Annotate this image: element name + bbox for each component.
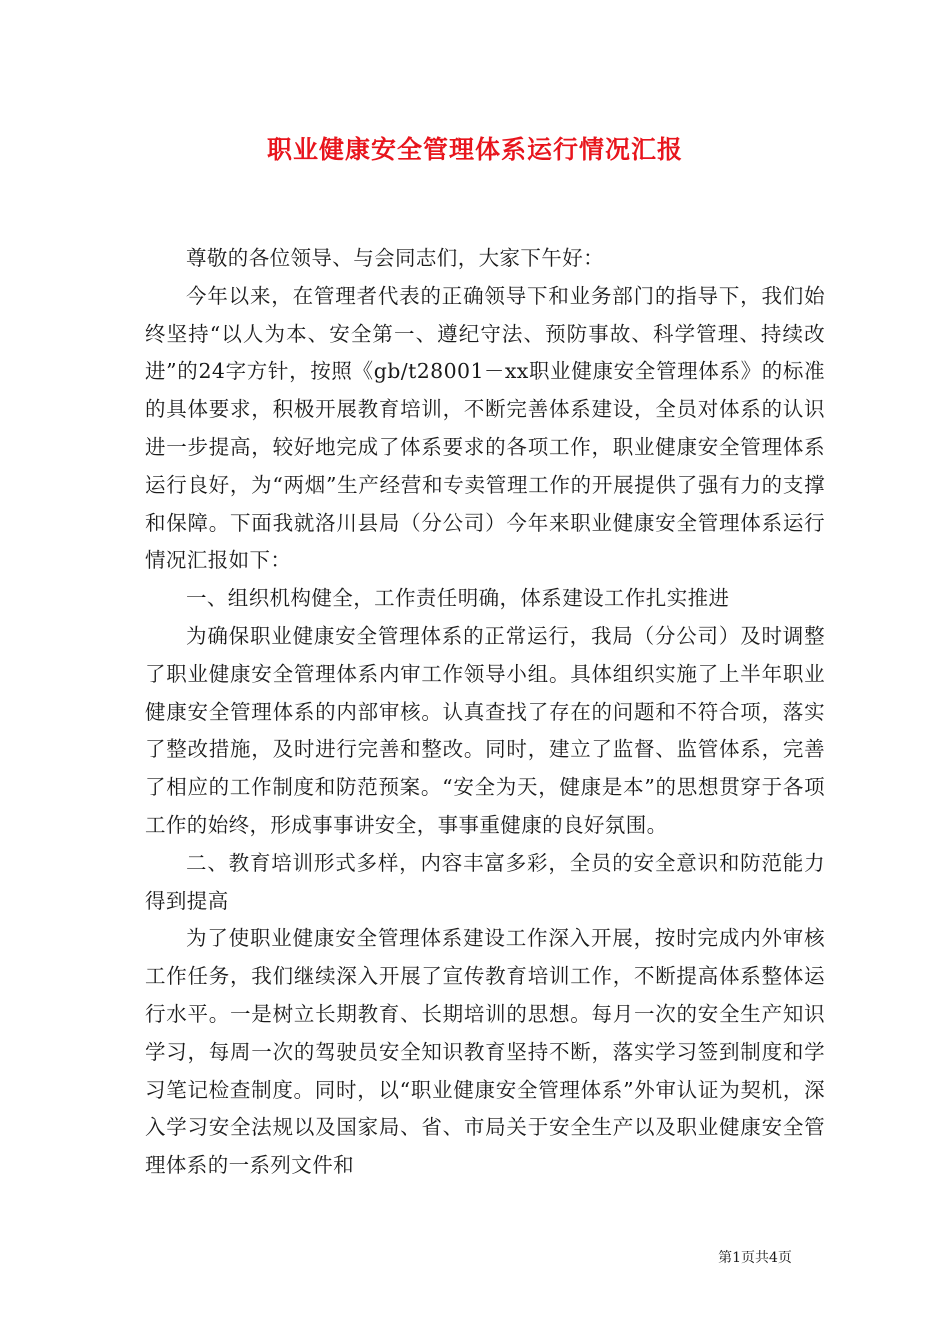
page-footer: [0, 1248, 950, 1268]
intro-paragraph: 今年以来，在管理者代表的正确领导下和业务部门的指导下，我们始终坚持“以人为本、安全第一、遵纪守法、预防事故、科学管理、持续改进”的24字方针，按照《gb/t28001－xx职业健康安全管理体系》的标准的具体要求，积极开展教育培训，不断完善体系建设，全员对体系的认识进一步提高，较好地完成了体系要求的各项工作，职业健康安全管理体系运行良好，为“两烟”生产经营和专卖管理工作的开展提供了强有力的支撑和保障。下面我就洛川县局（分公司）今年来职业健康安全管理体系运行情况汇报如下：: [145, 283, 825, 573]
greeting-paragraph: 尊敬的各位领导、与会同志们，大家下午好：: [186, 246, 604, 270]
document-title: 职业健康安全管理体系运行情况汇报: [266, 135, 683, 164]
page-number: 第1页共4页: [718, 1250, 792, 1266]
section-heading-2: 二、教育培训形式多样，内容丰富多彩，全员的安全意识和防范能力得到提高: [145, 850, 825, 913]
section-1-paragraph: 为确保职业健康安全管理体系的正常运行，我局（分公司）及时调整了职业健康安全管理体系内审工作领导小组。具体组织实施了上半年职业健康安全管理体系的内部审核。认真查找了存在的问题和不符合项，落实了整改措施，及时进行完善和整改。同时，建立了监督、监管体系，完善了相应的工作制度和防范预案。“安全为天，健康是本”的思想贯穿于各项工作的始终，形成事事讲安全，事事重健康的良好氛围。: [145, 623, 825, 837]
section-2-paragraph: 为了使职业健康安全管理体系建设工作深入开展，按时完成内外审核工作任务，我们继续深入开展了宣传教育培训工作，不断提高体系整体运行水平。一是树立长期教育、长期培训的思想。每月一次的安全生产知识学习，每周一次的驾驶员安全知识教育坚持不断，落实学习签到制度和学习笔记检查制度。同时，以“职业健康安全管理体系”外审认证为契机，深入学习安全法规以及国家局、省、市局关于安全生产以及职业健康安全管理体系的一系列文件和: [145, 926, 825, 1178]
document-body: [145, 240, 825, 1185]
section-heading-1: 一、组织机构健全，工作责任明确，体系建设工作扎实推进: [186, 586, 730, 611]
